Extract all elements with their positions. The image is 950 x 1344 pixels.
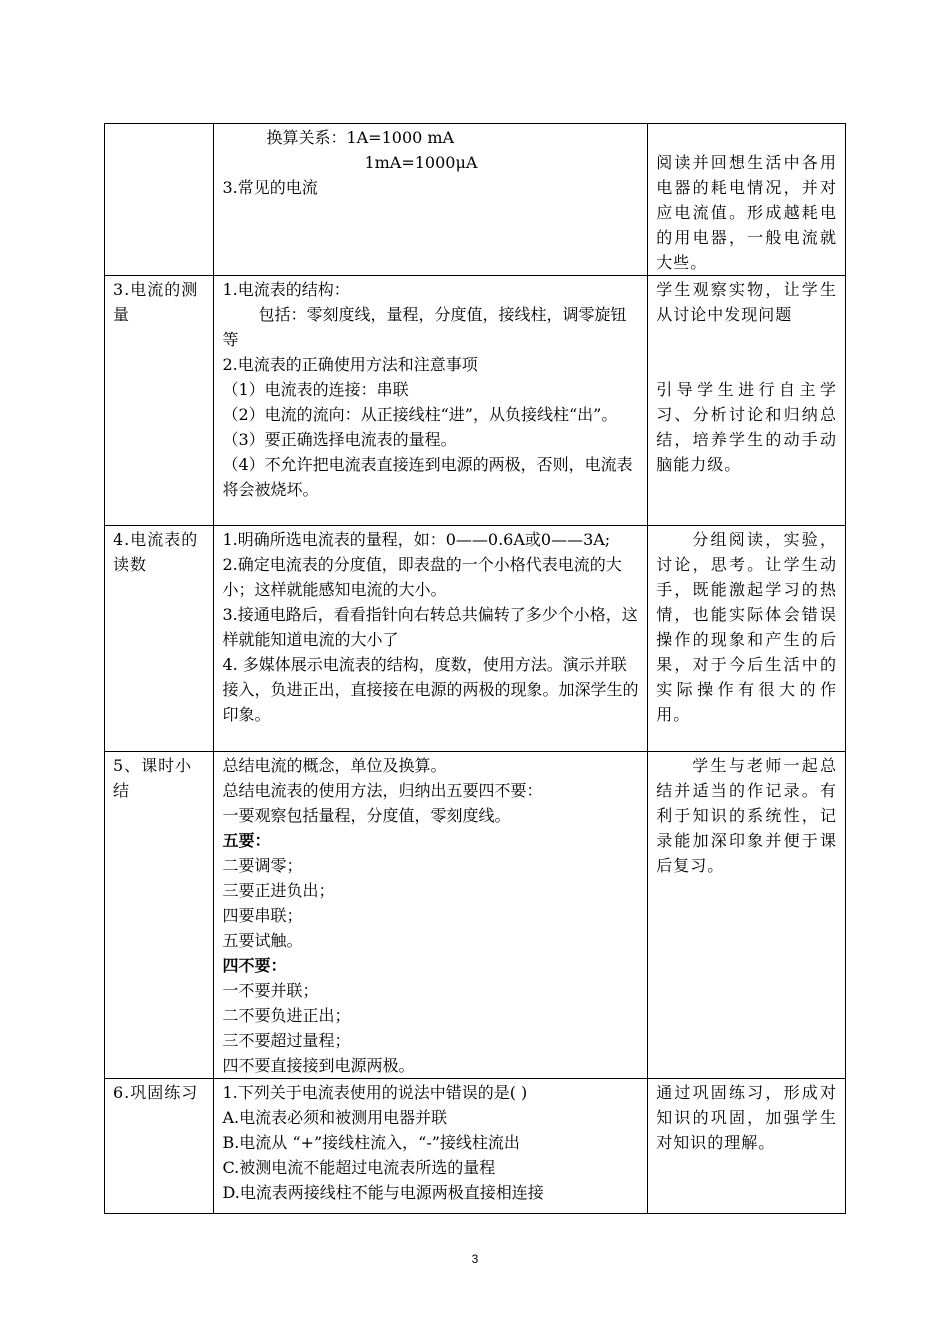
content-line: 3.接通电路后，看看指针向右转总共偏转了多少个小格，这样就能知道电流的大小了 (222, 605, 638, 649)
content-line: 2.电流表的正确使用方法和注意事项 (222, 355, 478, 374)
option-b: B.电流从 “+”接线柱流入，“-”接线柱流出 (222, 1133, 520, 1152)
content-line: 二不要负进正出； (222, 1006, 351, 1025)
row-note (648, 1079, 846, 1214)
content-line: 四要串联； (222, 906, 303, 925)
row-content (214, 526, 648, 752)
row-label: 6.巩固练习 (105, 1079, 214, 1214)
table-row (105, 276, 846, 526)
option-c: C.被测电流不能超过电流表所选的量程 (222, 1158, 496, 1177)
row-note (648, 276, 846, 526)
question-text: 1.下列关于电流表使用的说法中错误的是( ) (222, 1083, 528, 1102)
row-note (648, 526, 846, 752)
content-line: （1）电流表的连接：串联 (222, 380, 409, 399)
content-line: 2.确定电流表的分度值，即表盘的一个小格代表电流的大小；这样就能感知电流的大小。 (222, 555, 622, 599)
option-a: A.电流表必须和被测用电器并联 (222, 1108, 448, 1127)
row-label (105, 124, 214, 276)
content-line: 三要正进负出； (222, 881, 335, 900)
content-line: 五要试触。 (222, 931, 303, 950)
subheading-five-musts: 五要： (222, 831, 271, 850)
common-current-heading: 3.常见的电流 (222, 178, 318, 197)
note-text: 阅读并回想生活中各用电器的耗电情况，并对应电流值。形成越耗电的用电器，一般电流就大些。 (656, 153, 837, 272)
content-line: 一要观察包括量程，分度值，零刻度线。 (222, 806, 511, 825)
content-line: 1.明确所选电流表的量程，如：0——0.6A或0——3A; (222, 530, 611, 549)
conversion-line-2: 1mA=1000μA (364, 153, 478, 172)
row-note (648, 752, 846, 1079)
conversion-line-1: 换算关系：1A=1000 mA (266, 128, 455, 147)
content-line: 四不要直接接到电源两极。 (222, 1056, 415, 1075)
note-text: 引导学生进行自主学习、分析讨论和归纳总结，培养学生的动手动脑能力级。 (656, 380, 837, 474)
content-line: （2）电流的流向：从正接线柱“进”，从负接线柱“出”。 (222, 405, 618, 424)
table-row (105, 752, 846, 1079)
content-line: 总结电流的概念，单位及换算。 (222, 756, 447, 775)
content-line: 一不要并联； (222, 981, 319, 1000)
content-line: 包括：零刻度线，量程，分度值，接线柱，调零旋钮等 (222, 305, 627, 349)
content-line: 4. 多媒体展示电流表的结构，度数，使用方法。演示并联接入，负进正出，直接接在电源的两极的现象。加深学生的印象。 (222, 655, 639, 724)
page-number: 3 (471, 1252, 479, 1266)
row-note (648, 124, 846, 276)
content-line: 三不要超过量程； (222, 1031, 351, 1050)
row-label: 5、课时小结 (105, 752, 214, 1079)
row-label: 4.电流表的读数 (105, 526, 214, 752)
lesson-plan-table (104, 123, 846, 1214)
content-line: （3）要正确选择电流表的量程。 (222, 430, 457, 449)
row-label: 3.电流的测量 (105, 276, 214, 526)
content-line: 总结电流表的使用方法，归纳出五要四不要： (222, 781, 543, 800)
row-content (214, 124, 648, 276)
row-content (214, 1079, 648, 1214)
table-row (105, 1079, 846, 1214)
note-text: 分组阅读，实验，讨论，思考。让学生动手，既能激起学习的热情，也能实际体会错误操作的现象和产生的后果，对于今后生活中的实际操作有很大的作用。 (656, 530, 837, 724)
content-line: （4）不允许把电流表直接连到电源的两极，否则，电流表将会被烧坏。 (222, 455, 633, 499)
row-content (214, 276, 648, 526)
note-text: 通过巩固练习，形成对知识的巩固，加强学生对知识的理解。 (656, 1083, 837, 1152)
option-d: D.电流表两接线柱不能与电源两极直接相连接 (222, 1183, 544, 1202)
table-row (105, 526, 846, 752)
note-text: 学生观察实物，让学生从讨论中发现问题 (656, 280, 837, 324)
note-text: 学生与老师一起总结并适当的作记录。有利于知识的系统性，记录能加深印象并便于课后复习。 (656, 756, 837, 875)
content-line: 二要调零； (222, 856, 303, 875)
subheading-four-donts: 四不要： (222, 956, 287, 975)
content-line: 1.电流表的结构： (222, 280, 350, 299)
table-row (105, 124, 846, 276)
row-content (214, 752, 648, 1079)
